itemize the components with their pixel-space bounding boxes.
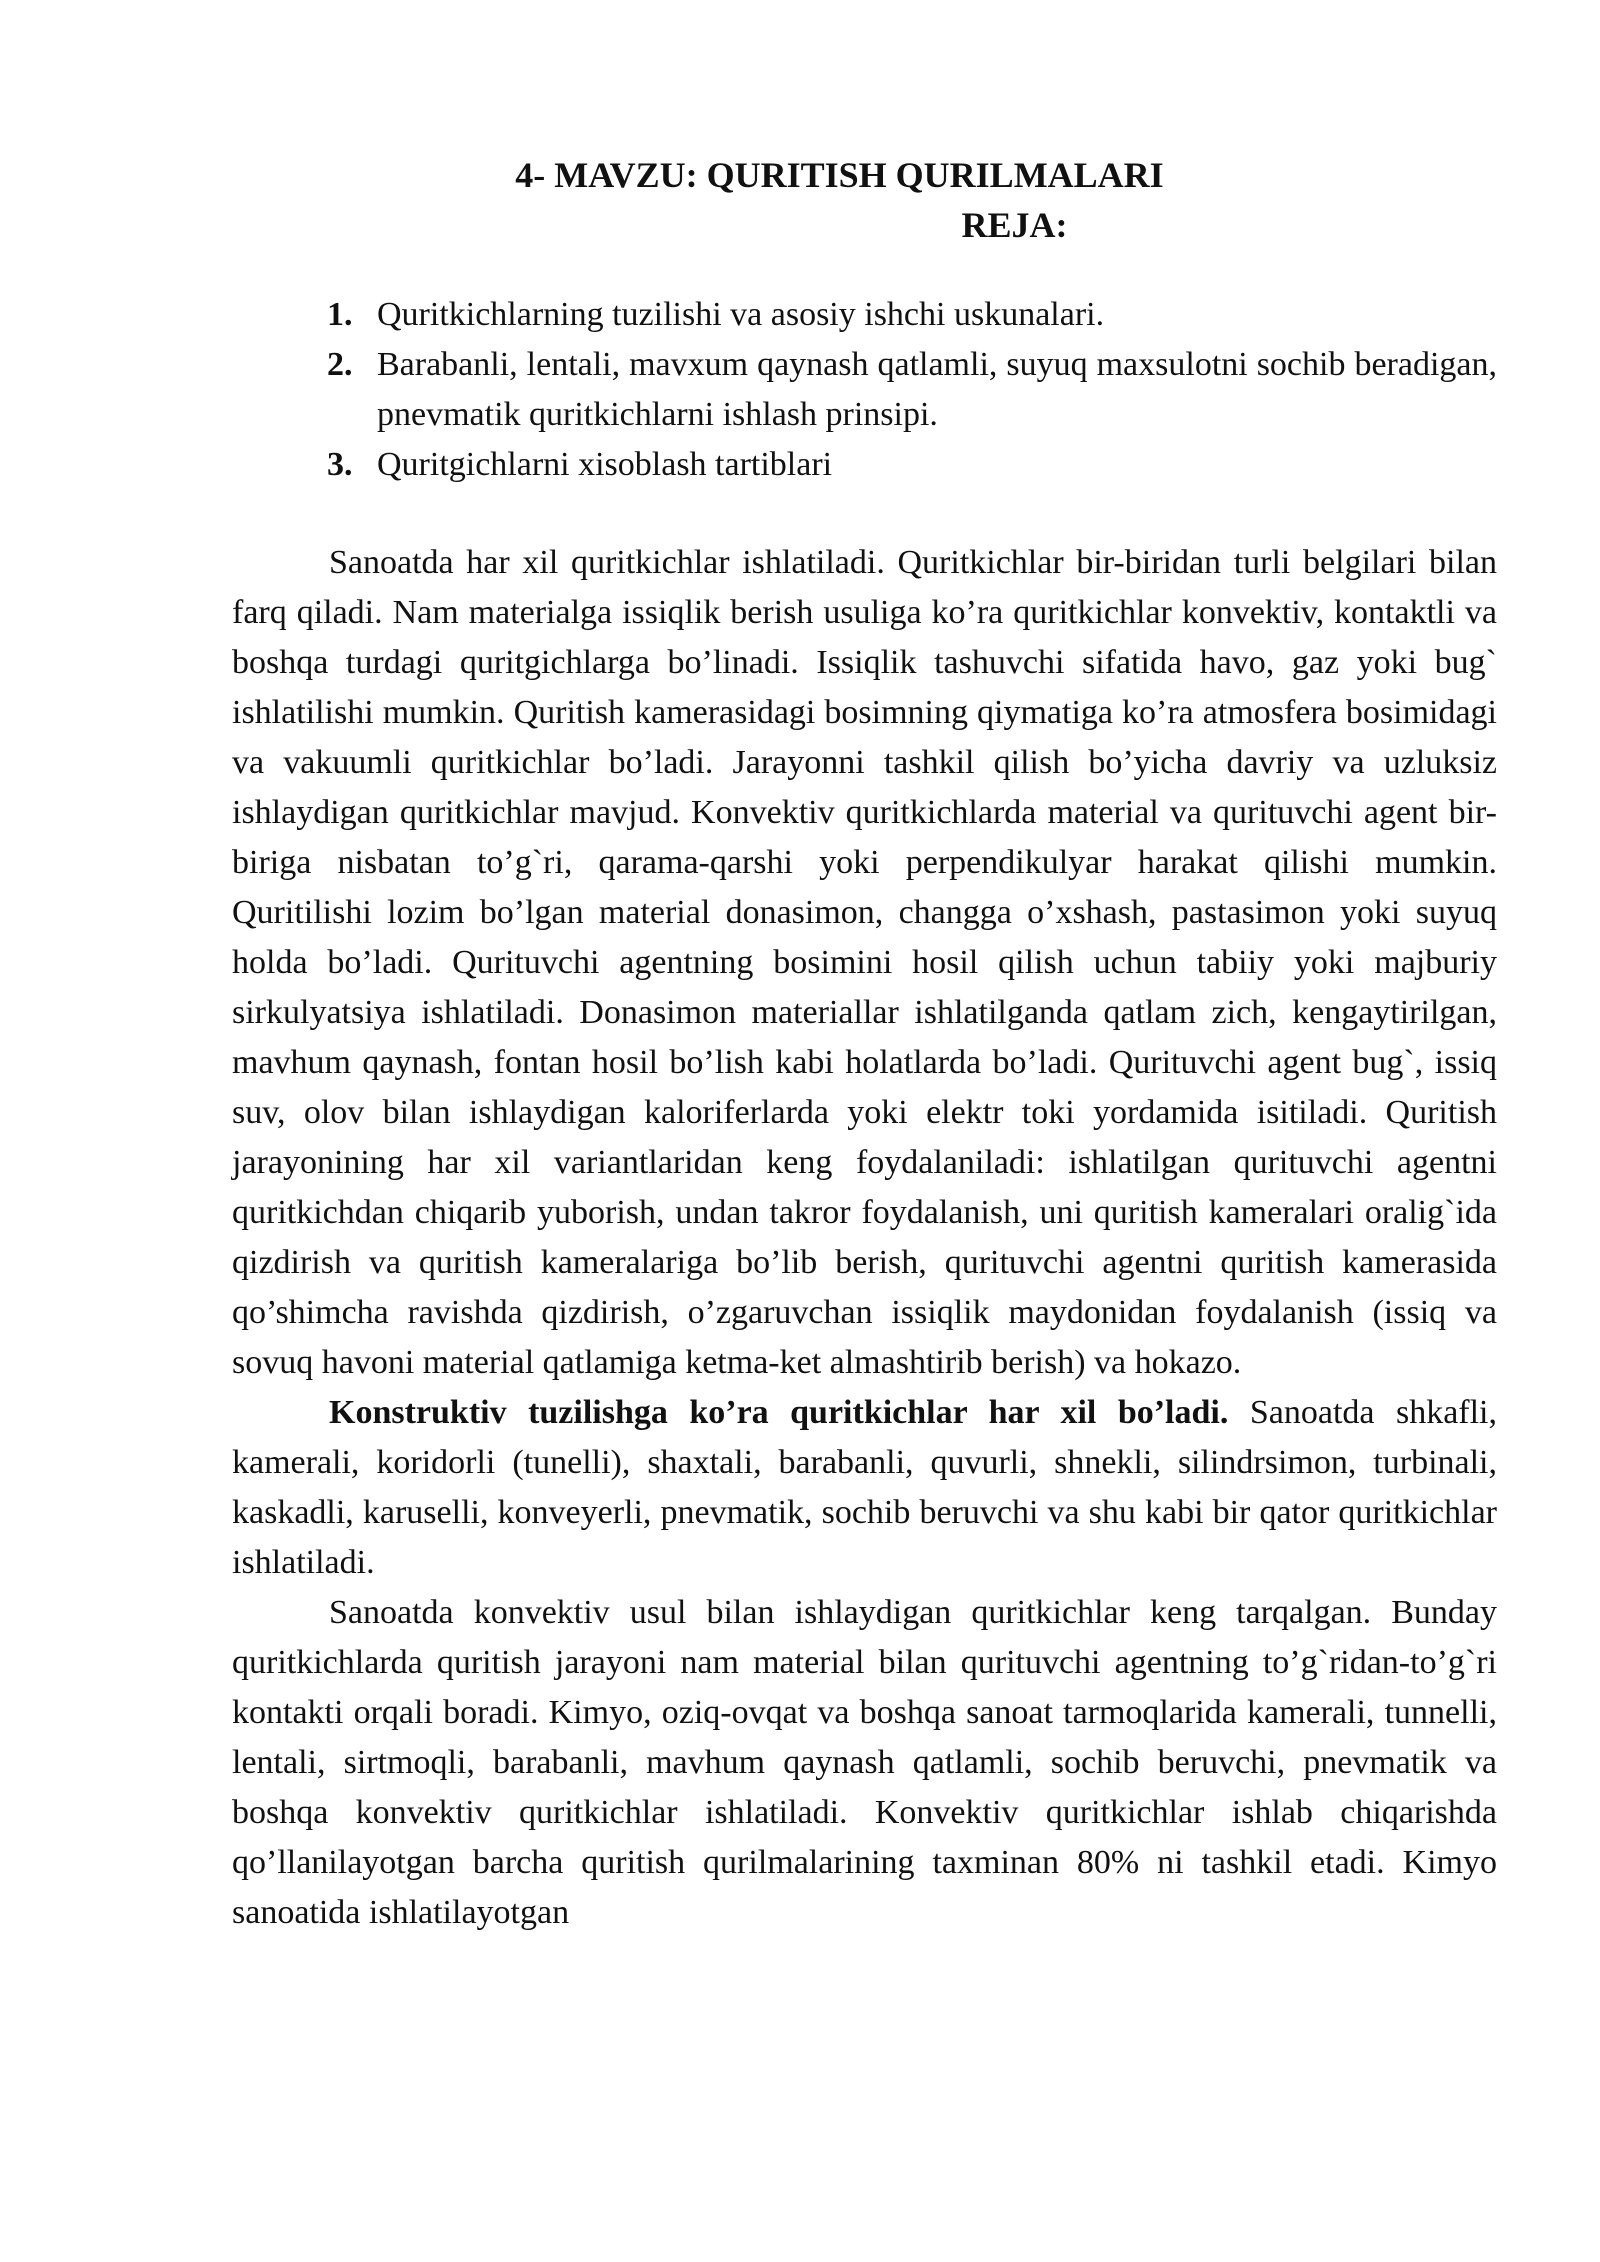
paragraph-text: Sanoatda konvektiv usul bilan ishlaydigan quritkichlar keng tarqalgan. Bunday quritkichlarda quritish jarayoni nam material bilan qurituvchi agentning to’g`ridan-to’g`ri kontakti orqali boradi. Kimyo, oziq-ovqat va boshqa sanoat tarmoqlarida kamerali, tunnelli, lentali, sirtmoqli, barabanli, mavhum qaynash qatlamli, sochib beruvchi, pnevmatik va boshqa konvektiv quritkichlar ishlatiladi. Konvektiv quritkichlar ishlab chiqarishda qo’llanilayotgan barcha quritish qurilmalarining taxminan 80% ni tashkil etadi. Kimyo sanoatida ishlatilayotgan — [232, 1594, 1497, 1931]
body-paragraph — [232, 1388, 1497, 1588]
document-title — [232, 150, 1497, 250]
plan-item-text: Barabanli, lentali, mavxum qaynash qatlamli, suyuq maxsulotni sochib beradigan, pnevmatik quritkichlarni ishlash prinsipi. — [377, 346, 1497, 433]
plan-item-number: 3. — [327, 446, 353, 483]
body-paragraph — [232, 1588, 1497, 1938]
title-plan-heading: REJA: — [961, 205, 1068, 245]
plan-item — [327, 440, 1497, 490]
plan-item — [327, 290, 1497, 340]
paragraph-lead-bold: Konstruktiv tuzilishga ko’ra quritkichlar har xil bo’ladi. — [329, 1394, 1229, 1431]
plan-item-number: 1. — [327, 296, 353, 333]
body-paragraph — [232, 538, 1497, 1388]
plan-list — [232, 290, 1497, 490]
paragraph-text: Sanoatda shkafli, kamerali, koridorli (tunelli), shaxtali, barabanli, quvurli, shnekli, silindrsimon, turbinali, kaskadli, karuselli, konveyerli, pnevmatik, sochib beruvchi va shu kabi bir qator quritkichlar ishlatiladi. — [232, 1394, 1498, 1581]
document-body — [232, 538, 1497, 1938]
paragraph-text: Sanoatda har xil quritkichlar ishlatiladi. Quritkichlar bir-biridan turli belgilari bilan farq qiladi. Nam materialga issiqlik berish usuliga ko’ra quritkichlar konvektiv, kontaktli va boshqa turdagi quritgichlarga bo’linadi. Issiqlik tashuvchi sifatida havo, gaz yoki bug` ishlatilishi mumkin. Quritish kamerasidagi bosimning qiymatiga ko’ra atmosfera bosimidagi va vakuumli quritkichlar bo’ladi. Jarayonni tashkil qilish bo’yicha davriy va uzluksiz ishlaydigan quritkichlar mavjud. Konvektiv quritkichlarda material va qurituvchi agent bir-biriga nisbatan to’g`ri, qarama-qarshi yoki perpendikulyar harakat qilishi mumkin. Quritilishi lozim bo’lgan material donasimon, changga o’xshash, pastasimon yoki suyuq holda bo’ladi. Qurituvchi agentning bosimini hosil qilish uchun tabiiy yoki majburiy sirkulyatsiya ishlatiladi. Donasimon materiallar ishlatilganda qatlam zich, kengaytirilgan, mavhum qaynash, fontan hosil bo’lish kabi holatlarda bo’ladi. Qurituvchi agent bug`, issiq suv, olov bilan ishlaydigan kaloriferlarda yoki elektr toki yordamida isitiladi. Quritish jarayonining har xil variantlaridan keng foydalaniladi: ishlatilgan qurituvchi agentni quritkichdan chiqarib yuborish, undan takror foydalanish, uni quritish kameralari oralig`ida qizdirish va quritish kameralariga bo’lib berish, qurituvchi agentni quritish kamerasida qo’shimcha ravishda qizdirish, o’zgaruvchan issiqlik maydonidan foydalanish (issiq va sovuq havoni material qatlamiga ketma-ket almashtirib berish) va hokazo. — [232, 544, 1497, 1381]
plan-item-text: Quritkichlarning tuzilishi va asosiy ishchi uskunalari. — [377, 296, 1105, 333]
plan-item-number: 2. — [327, 346, 353, 383]
document-page — [232, 150, 1497, 1938]
title-topic: 4- MAVZU: QURITISH QURILMALARI — [515, 155, 1164, 195]
plan-item — [327, 340, 1497, 440]
plan-item-text: Quritgichlarni xisoblash tartiblari — [377, 446, 833, 483]
